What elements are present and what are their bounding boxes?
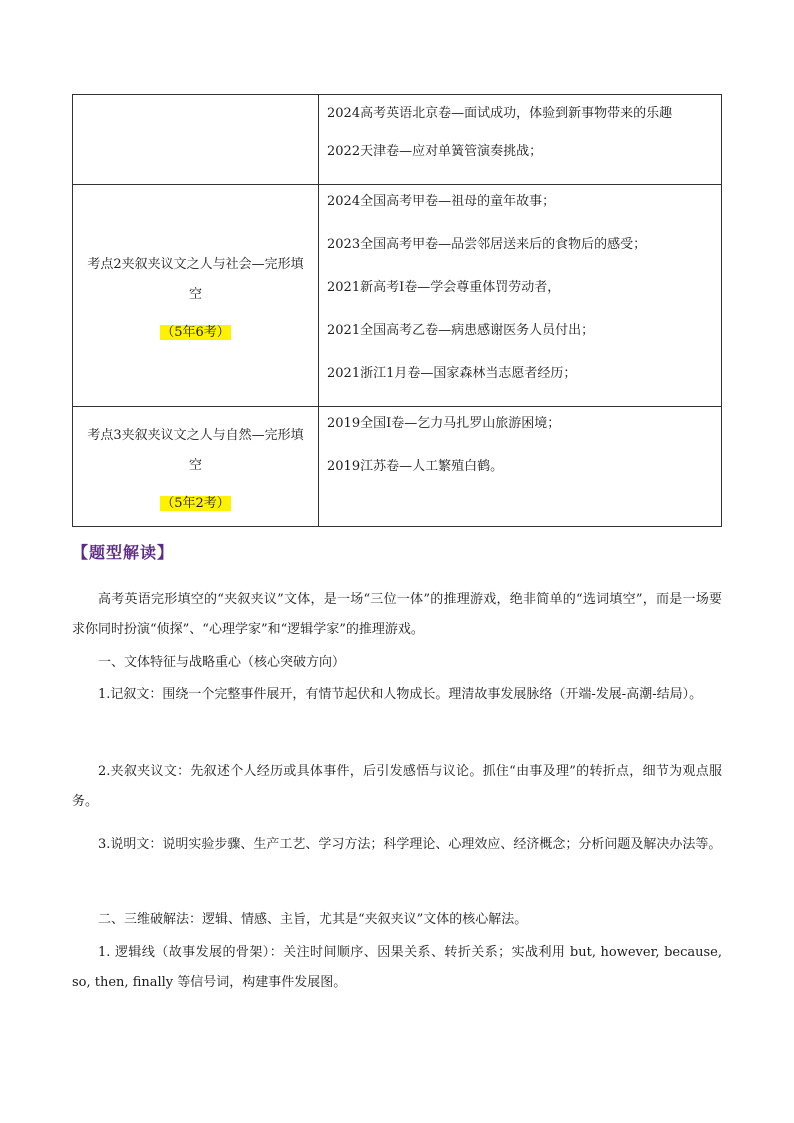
exam-entry: 2023全国高考甲卷—品尝邻居送来后的食物后的感受； xyxy=(327,237,647,252)
heading-method: 二、三维破解法：逻辑、情感、主旨，尤其是“夹叙夹议”文体的核心解法。 xyxy=(98,912,528,927)
paragraph-expository: 3.说明文：说明实验步骤、生产工艺、学习方法；科学理论、心理效应、经济概念；分析问题及解决办法等。 xyxy=(98,837,722,852)
exam-entry: 2021浙江1月卷—国家森林当志愿者经历； xyxy=(327,366,577,381)
topic-title: 考点3夹叙夹议文之人与自然—完形填空 xyxy=(87,427,304,473)
table-row xyxy=(73,185,722,407)
exam-entry: 2019江苏卷—人工繁殖白鹤。 xyxy=(327,459,504,474)
examples-cell xyxy=(319,95,722,185)
paragraph-mixed: 2.夹叙夹议文：先叙述个人经历或具体事件，后引发感悟与议论。抓住“由事及理”的转折点，细节为观点服务。 xyxy=(72,764,722,809)
heading-feature: 一、文体特征与战略重心（核心突破方向） xyxy=(98,655,346,670)
count-prefix: （5年 xyxy=(161,324,196,340)
paragraph-logic: 1. 逻辑线（故事发展的骨架）：关注时间顺序、因果关系、转折关系；实战利用 but, however, because, so, then, finally 等信号词，构建事件发展图。 xyxy=(72,945,722,990)
exam-entry: 2019全国I卷—乞力马扎罗山旅游困境； xyxy=(327,416,561,431)
exam-entry: 2021全国高考乙卷—病患感谢医务人员付出； xyxy=(327,323,595,338)
exam-topic-table xyxy=(72,94,722,527)
topic-cell xyxy=(73,407,319,527)
count-suffix: 考） xyxy=(203,495,230,511)
topic-title: 考点2夹叙夹议文之人与社会—完形填空 xyxy=(87,256,304,302)
exam-count xyxy=(73,324,318,342)
exam-count xyxy=(73,495,318,513)
exam-entry: 2024高考英语北京卷—面试成功，体验到新事物带来的乐趣 xyxy=(327,106,673,121)
count-number: 6 xyxy=(195,324,204,340)
examples-cell xyxy=(319,407,722,527)
intro-paragraph: 高考英语完形填空的“夹叙夹议”文体，是一场“三位一体”的推理游戏，绝非简单的“选词填空”，而是一场要求你同时扮演“侦探”、“心理学家”和“逻辑学家”的推理游戏。 xyxy=(72,592,722,637)
count-prefix: （5年 xyxy=(161,495,196,511)
count-number: 2 xyxy=(195,495,204,511)
exam-entry: 2021新高考I卷—学会尊重体罚劳动者， xyxy=(327,280,561,295)
paragraph-narrative: 1.记叙文：围绕一个完整事件展开，有情节起伏和人物成长。理清故事发展脉络（开端-发展-高潮-结局）。 xyxy=(98,687,703,702)
topic-cell xyxy=(73,95,319,185)
exam-entry: 2024全国高考甲卷—祖母的童年故事； xyxy=(327,194,556,209)
examples-cell xyxy=(319,185,722,407)
table-row xyxy=(73,407,722,527)
exam-entry: 2022天津卷—应对单簧管演奏挑战； xyxy=(327,144,543,159)
table-row xyxy=(73,95,722,185)
topic-cell xyxy=(73,185,319,407)
count-suffix: 考） xyxy=(203,324,230,340)
section-title: 【题型解读】 xyxy=(72,543,175,562)
